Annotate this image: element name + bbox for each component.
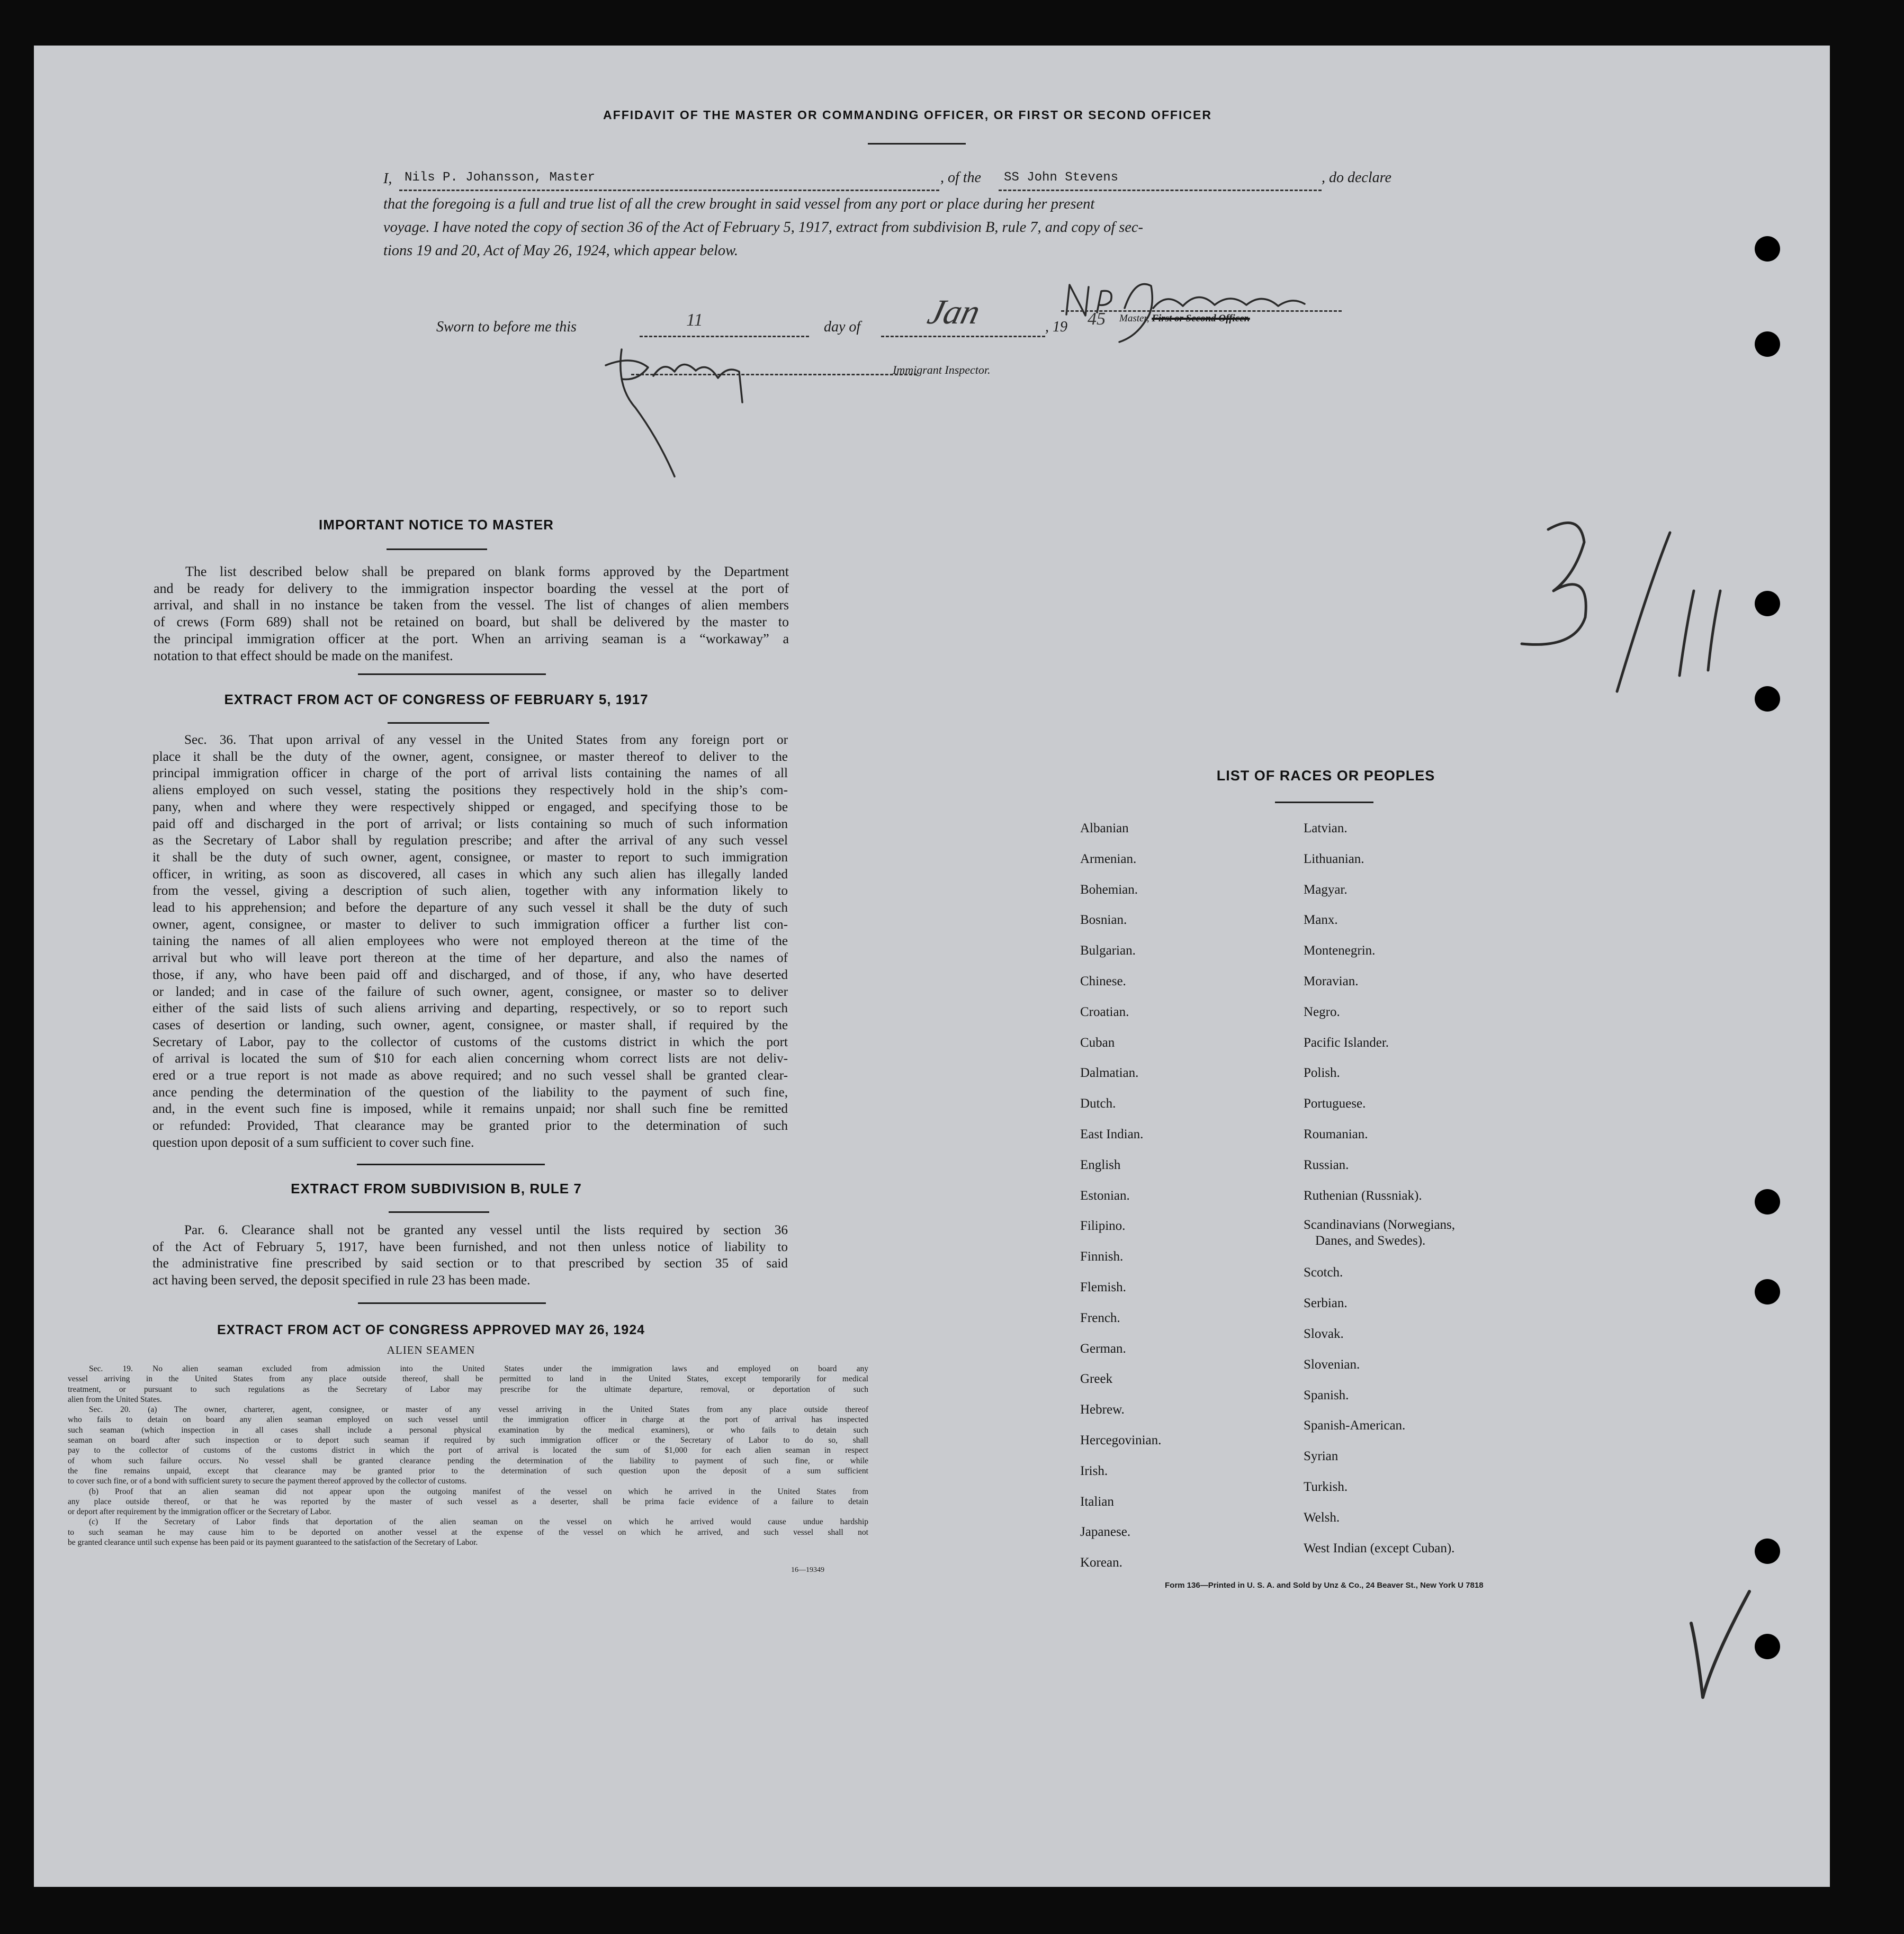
extract-1917-line: arrival but who will leave port thereon at the time of her departure, and also the names of — [152, 951, 788, 966]
race-item: Hebrew. — [1080, 1402, 1125, 1417]
declaration-line-2: voyage. I have noted the copy of section 36 of the Act of February 5, 1917, extract from subdivision B, rule 7, and copy of sec- — [383, 219, 1143, 236]
race-item: German. — [1080, 1341, 1126, 1356]
print-code: 16—19349 — [791, 1566, 824, 1574]
extract-1924-line: vessel arriving in the United States from any place outside thereof, shall be permitted to land in the United States, except temporarily for medical — [68, 1374, 868, 1384]
race-item: West Indian (except Cuban). — [1304, 1541, 1455, 1555]
extract-1924-subheading: ALIEN SEAMEN — [387, 1344, 475, 1356]
officer-caption — [1119, 313, 1250, 325]
sworn-year-prefix: , 19 — [1045, 319, 1067, 335]
race-item: Spanish-American. — [1304, 1418, 1406, 1433]
extract-rule7-end-rule — [358, 1302, 546, 1304]
extract-1924-line: pay to the collector of customs of the customs district in which the port of arrival is located the sum of $1,000 for each alien seaman in respect — [68, 1446, 868, 1455]
races-heading: LIST OF RACES OR PEOPLES — [1216, 768, 1435, 784]
punch-hole — [1755, 1189, 1780, 1215]
do-declare-label: , do declare — [1322, 169, 1391, 186]
officer-name-field: Nils P. Johansson, Master — [405, 170, 596, 185]
race-item: Serbian. — [1304, 1296, 1348, 1311]
race-item: Finnish. — [1080, 1249, 1124, 1264]
extract-1917-line: pany, when and where they were respectively shipped or engaged, and specifying those to be — [152, 799, 788, 814]
extract-1917-line: ered or a true report is not made as above required; and no such vessel shall be granted clear- — [152, 1068, 788, 1083]
race-item: Ruthenian (Russniak). — [1304, 1188, 1422, 1203]
race-item: Lithuanian. — [1304, 851, 1364, 866]
notice-line: notation to that effect should be made on the manifest. — [154, 647, 453, 663]
sworn-day: 11 — [686, 310, 703, 330]
extract-1924-line: alien from the United States. — [68, 1395, 162, 1404]
race-item: Greek — [1080, 1372, 1113, 1387]
race-item: Armenian. — [1080, 851, 1137, 866]
notice-heading: IMPORTANT NOTICE TO MASTER — [319, 517, 554, 533]
extract-rule7-line: the administrative fine prescribed by said section or to that prescribed by section 35 of said — [152, 1256, 788, 1271]
race-item: Irish. — [1080, 1463, 1108, 1478]
affidavit-title: AFFIDAVIT OF THE MASTER OR COMMANDING OFFICER, OR FIRST OR SECOND OFFICER — [603, 108, 1212, 122]
punch-hole — [1755, 686, 1780, 712]
notice-line: and be ready for delivery to the immigration inspector boarding the vessel at the port of — [154, 580, 789, 596]
races-rule — [1275, 802, 1373, 803]
extract-rule7-line: Par. 6. Clearance shall not be granted any vessel until the lists required by section 36 — [184, 1223, 788, 1237]
race-item: Turkish. — [1304, 1479, 1348, 1494]
extract-1917-rule — [388, 722, 489, 724]
race-item: Moravian. — [1304, 974, 1359, 988]
extract-1924-line: or deport after requirement by the immigration officer or the Secretary of Labor. — [68, 1507, 331, 1517]
vessel-name-line — [999, 190, 1322, 191]
extract-1917-line: principal immigration officer in charge of the port of arrival lists containing the names of all — [152, 766, 788, 781]
extract-1924-line: of whom such failure occurs. No vessel shall be granted clearance pending the determination of the liability to payment of such fine, or while — [68, 1456, 868, 1465]
document-page — [34, 46, 1830, 1887]
races-right-column — [1304, 813, 1455, 1563]
vessel-name-field: SS John Stevens — [1004, 170, 1119, 185]
form-imprint: Form 136—Printed in U. S. A. and Sold by Unz & Co., 24 Beaver St., New York U 7818 — [1165, 1581, 1484, 1590]
punch-hole — [1755, 591, 1780, 616]
declaration-line-1: that the foregoing is a full and true list of all the crew brought in said vessel from any port or place during her present — [383, 196, 1095, 212]
sworn-month-line — [881, 336, 1045, 337]
extract-1917-line: question upon deposit of a sum sufficient to cover such fine. — [152, 1135, 474, 1150]
extract-1924-line: who fails to detain on board any alien seaman employed on such vessel until the immigration officer in charge at the port of arrival has inspected — [68, 1415, 868, 1425]
extract-1917-line: from the vessel, giving a description of such alien, together with any information likely to — [152, 884, 788, 898]
handwritten-fraction-mark — [1511, 511, 1734, 713]
declaration-line-3: tions 19 and 20, Act of May 26, 1924, which appear below. — [383, 242, 739, 259]
race-item: Filipino. — [1080, 1219, 1126, 1234]
extract-1917-line: lead to his apprehension; and before the departure of any such vessel it shall be the duty of such — [152, 901, 788, 915]
extract-1924-line: (c) If the Secretary of Labor finds that deportation of the alien seaman on the vessel on which he arrived would cause undue hardship — [89, 1517, 868, 1527]
punch-hole — [1755, 331, 1780, 357]
extract-1917-line: those, if any, who have been paid off and discharged, and of those, if any, who have deserted — [152, 967, 788, 982]
race-item: Scandinavians (Norwegians, — [1304, 1218, 1456, 1233]
inspector-caption: Immigrant Inspector. — [893, 363, 991, 376]
race-item: Spanish. — [1304, 1388, 1349, 1402]
notice-line: the principal immigration officer at the port. When an arriving seaman is a “workaway” a — [154, 631, 789, 646]
race-item: Hercegovinian. — [1080, 1433, 1162, 1447]
race-item: Dalmatian. — [1080, 1066, 1139, 1081]
extract-1924-line: seaman on board after such inspection or to deport such seaman if required by such immigration officer or the Secretary of Labor to do so, shall — [68, 1436, 868, 1445]
race-item: Bohemian. — [1080, 882, 1138, 897]
race-item: Pacific Islander. — [1304, 1035, 1389, 1050]
extract-1917-line: Sec. 36. That upon arrival of any vessel in the United States from any foreign port or — [184, 733, 788, 747]
master-signature — [1056, 257, 1331, 347]
sworn-day-of: day of — [824, 319, 861, 335]
race-item: Danes, and Swedes). — [1315, 1234, 1426, 1248]
race-item: Montenegrin. — [1304, 943, 1376, 958]
extract-1924-line: to cover such fine, or of a bond with sufficient surety to secure the payment thereof approved by the collector of customs. — [68, 1477, 467, 1486]
extract-1917-line: either of the said lists of such aliens arriving and departing, respectively, or so to report such — [152, 1001, 788, 1016]
extract-1917-line: cases of desertion or landing, such owner, agent, consignee, or master shall, if required by the — [152, 1018, 788, 1032]
punch-hole — [1755, 1539, 1780, 1564]
race-item: Welsh. — [1304, 1510, 1340, 1525]
race-item: Bosnian. — [1080, 913, 1127, 928]
inspector-signature-line — [631, 374, 917, 375]
officer-name-line — [399, 190, 939, 191]
extract-rule7-line: of the Act of February 5, 1917, have been furnished, and not then unless notice of liability to — [152, 1239, 788, 1254]
extract-1917-line: or refunded: Provided, That clearance may be granted prior to the determination of such — [152, 1119, 788, 1134]
extract-1924-line: the fine remains unpaid, except that clearance may be granted prior to the determination of such question upon the deposit of a sum sufficient — [68, 1466, 868, 1476]
of-the-label: , of the — [940, 169, 981, 186]
race-item: English — [1080, 1157, 1121, 1172]
notice-rule — [387, 548, 487, 550]
race-item: French. — [1080, 1310, 1120, 1325]
sworn-month: Jan — [924, 293, 984, 331]
extract-rule7-rule — [389, 1211, 489, 1213]
races-left-column — [1080, 813, 1161, 1578]
extract-1917-line: ance pending the determination of the question of the liability to the payment of such fine, — [152, 1085, 788, 1100]
notice-end-rule — [358, 673, 546, 675]
race-item: Syrian — [1304, 1449, 1339, 1464]
handwritten-check-mark — [1681, 1581, 1760, 1729]
race-item: Negro. — [1304, 1004, 1340, 1019]
extract-1917-line: as the Secretary of Labor shall by regulation prescribe; and after the arrival of any such vessel — [152, 833, 788, 848]
extract-1924-line: Sec. 19. No alien seaman excluded from admission into the United States under the immigration laws and employed on board any — [89, 1364, 868, 1373]
race-item: Estonian. — [1080, 1188, 1130, 1203]
extract-1917-line: paid off and discharged in the port of arrival; or lists containing so much of such information — [152, 816, 788, 831]
race-item: Dutch. — [1080, 1096, 1116, 1111]
extract-1924-line: any place outside thereof, or that he was reported by the master of such vessel as a deserter, shall be prima facie evidence of a failure to detain — [68, 1497, 868, 1506]
extract-1917-line: officer, in writing, as soon as discovered, all cases in which any such alien has illegally landed — [152, 867, 788, 881]
extract-1917-line: owner, agent, consignee, or master to deliver to such immigration officer a further list con- — [152, 917, 788, 932]
extract-1917-line: place it shall be the duty of the owner, agent, consignee, or master thereof to deliver to the — [152, 749, 788, 764]
race-item: Chinese. — [1080, 974, 1126, 988]
race-item: Slovak. — [1304, 1326, 1344, 1341]
race-item: Croatian. — [1080, 1004, 1129, 1019]
race-item: Portuguese. — [1304, 1096, 1366, 1111]
extract-1917-body — [152, 732, 788, 1152]
extract-1917-end-rule — [357, 1164, 545, 1165]
race-item: Magyar. — [1304, 882, 1348, 897]
punch-hole — [1755, 1279, 1780, 1305]
notice-body — [154, 563, 789, 664]
extract-1917-line: of arrival is located the sum of $10 for each alien concerning whom correct lists are not deliv- — [152, 1051, 788, 1066]
race-item: Manx. — [1304, 913, 1338, 928]
notice-line: arrival, and shall in no instance be taken from the vessel. The list of changes of alien members — [154, 597, 789, 613]
race-item: Flemish. — [1080, 1280, 1126, 1294]
race-item: Cuban — [1080, 1035, 1115, 1050]
race-item: Korean. — [1080, 1555, 1122, 1570]
extract-rule7-heading: EXTRACT FROM SUBDIVISION B, RULE 7 — [291, 1181, 582, 1197]
officer-caption-master: Master, — [1119, 313, 1149, 324]
sworn-prefix: Sworn to before me this — [436, 319, 577, 335]
race-item: Russian. — [1304, 1157, 1349, 1172]
extract-1917-line: Secretary of Labor, pay to the collector of customs of the customs district in which the port — [152, 1035, 788, 1049]
officer-caption-struck: First or Second Officer. — [1152, 313, 1250, 324]
title-rule — [868, 143, 966, 145]
affidavit-lead-in: I, — [383, 170, 392, 187]
race-item: Scotch. — [1304, 1265, 1343, 1280]
extract-1917-line: it shall be the duty of such owner, agent, consignee, or master to report to such immigration — [152, 850, 788, 865]
race-item: East Indian. — [1080, 1127, 1144, 1141]
notice-line: The list described below shall be prepared on blank forms approved by the Department — [185, 564, 789, 579]
extract-1924-line: to such seaman he may cause him to be deported on another vessel at the expense of the vessel on which he arrived, and such vessel shall not — [68, 1527, 868, 1537]
race-item: Italian — [1080, 1494, 1114, 1509]
extract-1924-line: be granted clearance until such expense has been paid or its payment guaranteed to the satisfaction of the Secretary of Labor. — [68, 1538, 478, 1548]
extract-1917-line: and, in the event such fine is imposed, while it remains unpaid; nor shall such fine be remitted — [152, 1102, 788, 1117]
punch-hole — [1755, 1634, 1780, 1659]
race-item: Bulgarian. — [1080, 943, 1136, 958]
extract-1917-line: taining the names of all alien employees who were not employed thereon at the time of the — [152, 934, 788, 949]
punch-hole — [1755, 236, 1780, 262]
inspector-signature — [585, 328, 780, 487]
extract-1924-heading: EXTRACT FROM ACT OF CONGRESS APPROVED MAY 26, 1924 — [217, 1323, 645, 1337]
sworn-year: 45 — [1088, 309, 1106, 329]
extract-1917-heading: EXTRACT FROM ACT OF CONGRESS OF FEBRUARY 5, 1917 — [224, 691, 649, 707]
race-item: Roumanian. — [1304, 1127, 1368, 1141]
extract-rule7-line: act having been served, the deposit specified in rule 23 has been made. — [152, 1273, 531, 1288]
race-item: Latvian. — [1304, 821, 1348, 835]
race-item: Polish. — [1304, 1066, 1340, 1081]
extract-1924-body — [68, 1364, 868, 1548]
extract-1924-line: such seaman (which inspection in all cases shall include a personal physical examination by the medical examiners), or who fails to detain such — [68, 1425, 868, 1435]
race-item: Slovenian. — [1304, 1357, 1360, 1372]
extract-1924-line: Sec. 20. (a) The owner, charterer, agent, consignee, or master of any vessel arriving in the United States from any place outside thereof — [89, 1405, 868, 1415]
extract-1917-line: or landed; and in case of the failure of such owner, agent, consignee, or master so to deliver — [152, 984, 788, 999]
extract-1917-line: aliens employed on such vessel, stating the positions they respectively hold in the ship’s com- — [152, 783, 788, 798]
race-item: Japanese. — [1080, 1525, 1131, 1540]
extract-1924-line: (b) Proof that an alien seaman did not appear upon the outgoing manifest of the vessel on which he arrived in the United States from — [89, 1487, 868, 1496]
notice-line: of crews (Form 689) shall not be retained on board, but shall be delivered by the master to — [154, 614, 789, 630]
extract-1924-line: treatment, or pursuant to such regulations as the Secretary of Labor may prescribe for the ultimate departure, removal, or deportation of such — [68, 1384, 868, 1394]
race-item: Albanian — [1080, 821, 1129, 835]
extract-rule7-body — [152, 1222, 788, 1289]
